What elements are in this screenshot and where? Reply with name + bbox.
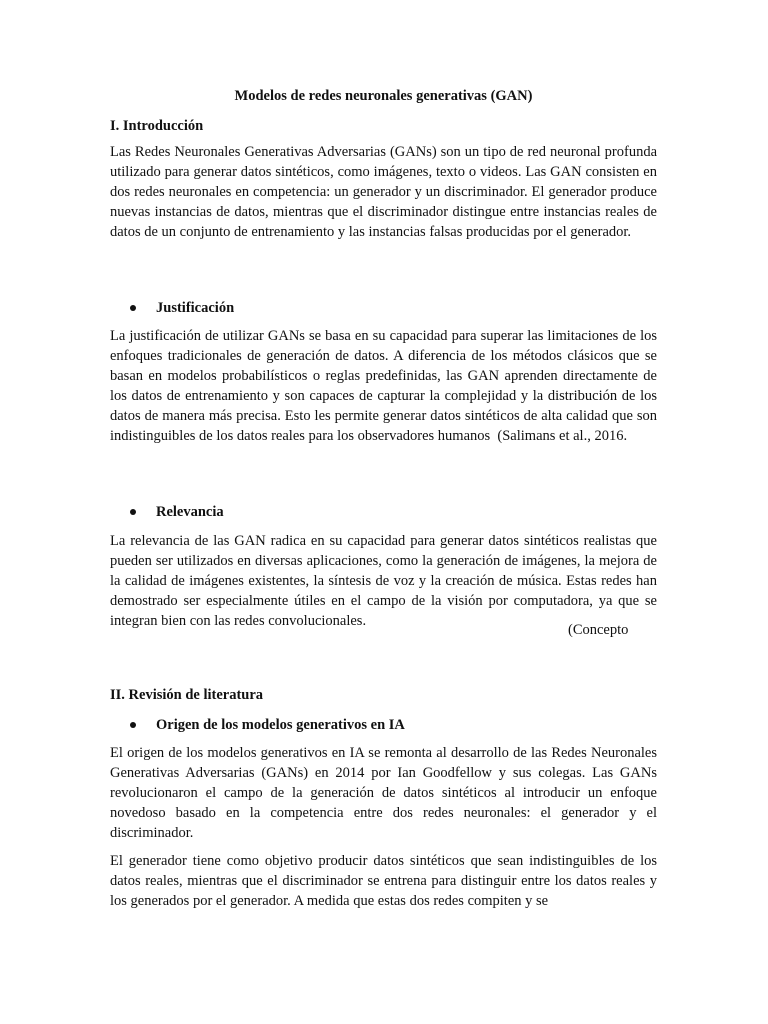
bullet-dot-icon bbox=[130, 722, 136, 728]
paragraph-relevancia: La relevancia de las GAN radica en su capacidad para generar datos sintéticos realistas que pueden ser utilizados en diversas aplicaciones, como la generación de imágenes, la mejora de la calidad de imágenes existentes, la síntesis de voz y la creación de música. Estas redes han demostrado ser especialmente útiles en el campo de la visión por computadora, ya que se integran bien con las redes convolucionales. bbox=[110, 533, 657, 629]
bullet-heading-justificacion bbox=[130, 298, 234, 318]
paragraph-introduccion: Las Redes Neuronales Generativas Adversarias (GANs) son un tipo de red neuronal profunda utilizado para generar datos sintéticos, como imágenes, texto o videos. Las GAN consisten en dos redes neuronales en competencia: un generador y un discriminador. El generador produce nuevas instancias de datos, mientras que el discriminador distingue entre instancias reales de datos de un conjunto de entrenamiento y las instancias falsas producidas por el generador. bbox=[110, 144, 657, 240]
citation-salimans: (Salimans et al., 2016 bbox=[497, 428, 624, 444]
bullet-heading-relevancia bbox=[130, 502, 224, 522]
paragraph-end: . bbox=[623, 428, 628, 444]
citation-concepto: (Concepto bbox=[568, 622, 629, 638]
bullet-label: Relevancia bbox=[156, 504, 224, 520]
paragraph-justificacion bbox=[110, 326, 657, 446]
paragraph-origen-1: El origen de los modelos generativos en IA se remonta al desarrollo de las Redes Neuronales Generativas Adversarias (GANs) en 2014 por Ian Goodfellow y sus colegas. Las GANs revolucionaron el campo de la generación de datos sintéticos al introducir un enfoque novedoso basado en la competencia entre dos redes neuronales: el generador y el discriminador. bbox=[110, 745, 657, 841]
bullet-label: Justificación bbox=[156, 300, 235, 316]
bullet-heading-origen bbox=[130, 715, 405, 735]
bullet-dot-icon bbox=[130, 305, 136, 311]
section-heading-introduccion: I. Introducción bbox=[110, 118, 204, 134]
section-heading-revision: II. Revisión de literatura bbox=[110, 687, 264, 703]
paragraph-text: La justificación de utilizar GANs se basa en su capacidad para superar las limitaciones de los enfoques tradicionales de generación de datos. A diferencia de los métodos clásicos que se basan en modelos probabilísticos o reglas predefinidas, las GAN aprenden directamente de los datos de entrenamiento y son capaces de capturar la complejidad y la distribución de los datos de manera más precisa. Esto les permite generar datos sintéticos de alta calidad que son indistinguibles de los datos reales para los observadores humanos bbox=[110, 328, 657, 444]
paragraph-origen-2: El generador tiene como objetivo producir datos sintéticos que sean indistinguibles de los datos reales, mientras que el discriminador se entrena para distinguir entre los datos reales y los generados por el generador. A medida que estas dos redes compiten y se bbox=[110, 853, 657, 909]
bullet-dot-icon bbox=[130, 509, 136, 515]
bullet-label: Origen de los modelos generativos en IA bbox=[156, 717, 405, 733]
document-title: Modelos de redes neuronales generativas (GAN) bbox=[234, 88, 533, 104]
